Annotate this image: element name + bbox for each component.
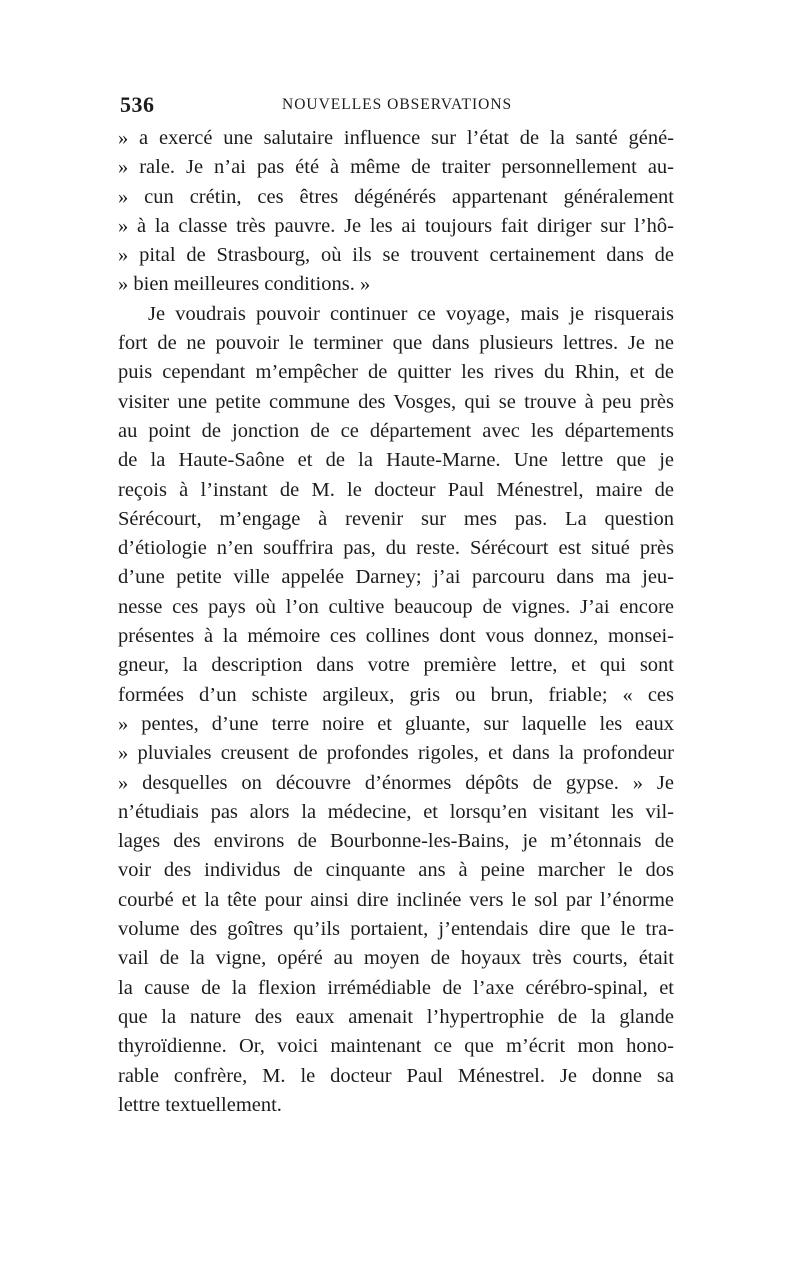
text-line: Sérécourt, m’engage à revenir sur mes pas. La question [118,507,674,530]
text-line: visiter une petite commune des Vosges, qui se trouve à peu près [118,390,674,413]
text-line: nesse ces pays où l’on cultive beaucoup de vignes. J’ai encore [118,595,674,618]
text-line: de la Haute-Saône et de la Haute-Marne. Une lettre que je [118,449,674,472]
text-line: fort de ne pouvoir le terminer que dans plusieurs lettres. Je ne [118,332,674,355]
text-line: » desquelles on découvre d’énormes dépôts de gypse. » Je [118,771,674,794]
paragraph-start-line: Je voudrais pouvoir continuer ce voyage, mais je risquerais [148,302,674,325]
book-page [118,0,678,1270]
page-header [118,92,678,122]
text-line: présentes à la mémoire ces collines dont vous donnez, monsei- [118,625,674,648]
text-line: volume des goîtres qu’ils portaient, j’entendais dire que le tra- [118,918,674,941]
text-line: lages des environs de Bourbonne-les-Bains, je m’étonnais de [118,830,674,853]
text-line: puis cependant m’empêcher de quitter les rives du Rhin, et de [118,361,674,384]
text-line: lettre textuellement. [118,1093,282,1116]
text-line: » pentes, d’une terre noire et gluante, sur laquelle les eaux [118,712,674,735]
text-line: rable confrère, M. le docteur Paul Ménestrel. Je donne sa [118,1064,674,1087]
body-text [118,124,674,1120]
text-line: que la nature des eaux amenait l’hypertrophie de la glande [118,1005,674,1028]
text-line: la cause de la flexion irrémédiable de l’axe cérébro-spinal, et [118,976,674,999]
text-line: formées d’un schiste argileux, gris ou brun, friable; « ces [118,683,674,706]
text-line: » rale. Je n’ai pas été à même de traiter personnellement au- [118,156,674,179]
text-line: d’une petite ville appelée Darney; j’ai parcouru dans ma jeu- [118,566,674,589]
text-line: vail de la vigne, opéré au moyen de hoyaux très courts, était [118,947,674,970]
text-line: reçois à l’instant de M. le docteur Paul Ménestrel, maire de [118,478,674,501]
text-line: » pluviales creusent de profondes rigoles, et dans la profondeur [118,742,674,765]
text-line: » pital de Strasbourg, où ils se trouvent certainement dans de [118,244,674,267]
text-line: courbé et la tête pour ainsi dire inclinée vers le sol par l’énorme [118,888,674,911]
text-line: d’étiologie n’en souffrira pas, du reste. Sérécourt est situé près [118,537,674,560]
text-line: » cun crétin, ces êtres dégénérés appartenant généralement [118,185,674,208]
text-line: voir des individus de cinquante ans à peine marcher le dos [118,859,674,882]
page-number: 536 [120,92,155,117]
text-line: gneur, la description dans votre première lettre, et qui sont [118,654,674,677]
text-line: thyroïdienne. Or, voici maintenant ce que m’écrit mon hono- [118,1035,674,1058]
running-title: NOUVELLES OBSERVATIONS [282,96,513,113]
text-line: au point de jonction de ce département avec les départements [118,419,674,442]
text-line: » bien meilleures conditions. » [118,273,371,296]
text-line: » à la classe très pauvre. Je les ai toujours fait diriger sur l’hô- [118,214,674,237]
text-line: n’étudiais pas alors la médecine, et lorsqu’en visitant les vil- [118,800,674,823]
text-line: » a exercé une salutaire influence sur l’état de la santé géné- [118,127,674,149]
